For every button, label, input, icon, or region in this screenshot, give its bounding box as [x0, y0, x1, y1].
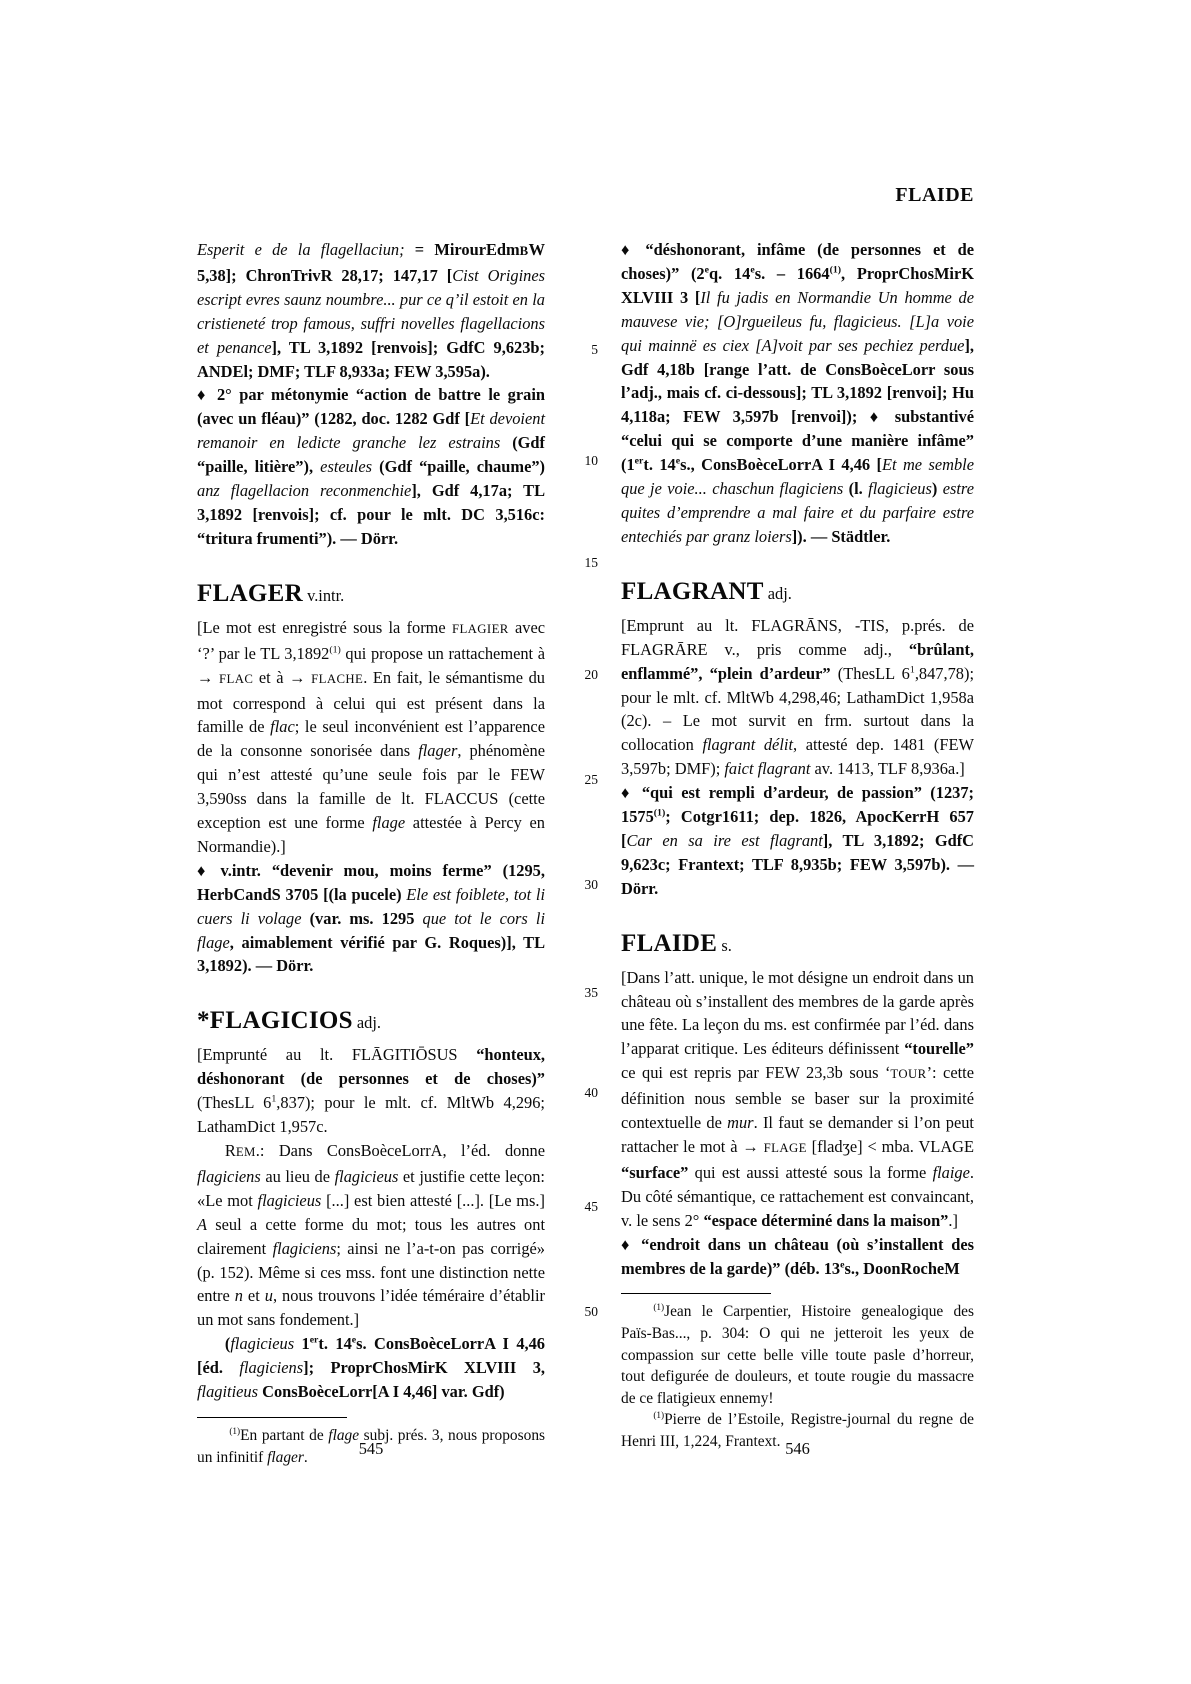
text-segment: ]). — Städtler. — [791, 526, 891, 546]
text-segment: ; ainsi ne l’a-t-on pas corrigé» (p. 152). Même si ces mss. font une distinction nette entre — [197, 1238, 546, 1306]
page-number-left: 545 — [358, 1439, 384, 1458]
text-segment — [633, 1235, 641, 1254]
text-segment: n — [234, 1286, 243, 1306]
part-of-speech-label: v.intr. — [302, 585, 345, 605]
text-segment: [Le mot est enregistré sous la forme — [197, 617, 452, 637]
text-segment: . Il faut se demander si l’on peut rattacher le mot à → — [621, 1113, 974, 1156]
text-segment: [Emprunté au lt. FLĀGITIŌSUS — [197, 1045, 477, 1065]
text-segment: “qui est rempli d’ardeur, de passion” (1237; 1575 — [621, 783, 974, 827]
text-segment: FLAGE — [763, 1141, 807, 1155]
text-segment: 1 — [909, 664, 915, 676]
line-number: 40 — [584, 1085, 598, 1100]
text-segment: (l. — [848, 479, 869, 499]
text-segment: flagicieus — [334, 1166, 399, 1186]
text-segment: flac — [270, 717, 295, 737]
text-segment: e — [750, 264, 755, 276]
text-segment: ( — [224, 1334, 231, 1354]
text-segment: et justifie cette leçon: «Le mot — [197, 1166, 545, 1210]
text-segment: qui propose un rattachement à → — [197, 643, 545, 687]
text-segment: u — [264, 1286, 273, 1306]
entry-heading-flaide — [621, 929, 974, 961]
headword: *FLAGICIOS — [197, 1007, 353, 1035]
entry-heading-flager — [197, 579, 545, 611]
text-segment: (Gdf “paille, chaume”) — [379, 457, 545, 477]
text-segment: seul a cette forme du mot; tous les autres ont clairement — [197, 1214, 545, 1258]
flagicios-sense-paragraph — [621, 238, 974, 549]
text-segment: “brûlant, enflammé”, “plein d’ardeur” — [621, 639, 974, 683]
part-of-speech-label: s. — [717, 935, 732, 955]
text-segment: En partant de — [240, 1426, 329, 1444]
text-segment: flager — [267, 1448, 304, 1466]
flager-etymology-paragraph — [197, 616, 545, 859]
line-number: 25 — [584, 772, 598, 787]
text-segment: “tourelle” — [904, 1039, 974, 1059]
text-segment: FLAGIER — [451, 621, 509, 636]
text-segment: . En fait, le sémantisme du mot correspond à celui qui est présent dans la famille de — [197, 667, 545, 737]
text-segment: (1) — [229, 1425, 241, 1436]
diamond-icon: ♦ — [621, 783, 634, 803]
text-segment: “endroit dans un château (où s’installent des membres de la garde)” (déb. 13 — [621, 1234, 974, 1278]
diamond-icon: ♦ — [869, 407, 887, 427]
text-segment: flager — [418, 741, 458, 761]
right-column — [621, 238, 974, 1453]
text-segment: (1) — [653, 1302, 665, 1313]
text-segment: estre quites d’emprendre a mal faire et du parfaire estre entechiés par granz loiers — [621, 479, 974, 546]
line-number: 20 — [584, 667, 598, 682]
text-segment — [634, 783, 642, 802]
text-segment: avec ‘?’ par le TL 3,1892 — [197, 617, 545, 663]
text-segment: t. 14 — [643, 455, 676, 475]
text-segment: Et me semble que je voie... chaschun flagiciens — [621, 455, 975, 499]
diamond-icon: ♦ — [621, 240, 638, 259]
text-segment: flagrant délit — [702, 735, 793, 755]
text-segment: .: Dans ConsBoèceLorrA, l’éd. donne — [255, 1141, 545, 1160]
text-segment: s., ConsBoèceLorrA I 4,46 [ — [680, 455, 882, 475]
text-segment: esteules — [320, 457, 380, 477]
text-segment: ,847,78); pour le mlt. cf. MltWb 4,298,46; LathamDict 1,958a (2c). – Le mot survit en frm. surtout dans la collocation — [621, 663, 974, 755]
text-segment: v.intr. “devenir mou, moins ferme” (1295, HerbCandS 3705 [(la pucele) — [197, 860, 545, 904]
text-segment: Ele est foiblete, tot li cuers li volage — [197, 884, 545, 928]
text-segment: FLAC — [218, 671, 254, 686]
line-number: 45 — [584, 1199, 598, 1214]
flagicios-etymology-paragraph — [197, 1043, 545, 1139]
text-segment: (1) — [829, 264, 842, 276]
text-segment: faict flagrant — [724, 759, 811, 779]
line-number: 50 — [584, 1304, 598, 1319]
text-segment: ; le seul inconvénient est l’apparence de la consonne sonorisée dans — [197, 717, 545, 761]
text-segment: e — [704, 264, 710, 276]
text-segment: R — [224, 1141, 236, 1160]
text-segment: [Emprunt au lt. FLAGRĀNS, -TIS, p.prés. de FLAGRĀRE v., pris comme adj., — [621, 615, 974, 659]
left-column — [197, 238, 545, 1468]
text-segment: ], TL 3,1892; GdfC 9,623c; Frantext; TLF 8,935b; FEW 3,597b). — Dörr. — [621, 830, 974, 898]
text-segment: , ProprChosMirK XLVIII 3 [ — [621, 263, 974, 307]
flagellacion-citations-paragraph — [197, 238, 545, 383]
text-segment: “déshonorant, infâme (de personnes et de choses)” (2 — [621, 240, 974, 283]
line-number: 30 — [584, 877, 598, 892]
flagrant-etymology-paragraph — [621, 614, 974, 781]
text-segment: e — [675, 455, 681, 467]
text-segment: (1) — [653, 1410, 665, 1421]
text-segment: . Du côté sémantique, ce rattachement est convaincant, v. le sens 2° — [621, 1162, 974, 1230]
text-segment: flaige — [932, 1162, 970, 1182]
flaide-sense-paragraph — [621, 1233, 974, 1281]
text-segment: e — [351, 1334, 357, 1346]
text-segment: (ThesLL 6 — [197, 1093, 272, 1113]
line-number: 5 — [591, 342, 598, 357]
text-segment: . — [303, 1448, 308, 1466]
flagicios-remark-paragraph — [197, 1139, 545, 1332]
text-segment: ], Gdf 4,18b [range l’att. de ConsBoèceLorr sous l’adj., mais cf. ci-dessous]; TL 3,1892 [renvoi]; Hu 4,118a; FEW 3,597b [renvoi]); — [621, 335, 974, 427]
diamond-icon: ♦ — [197, 860, 213, 880]
text-segment: flagicieus — [230, 1334, 295, 1354]
text-segment: “honteux, déshonorant (de personnes et de choses)” — [197, 1045, 545, 1089]
text-segment: , phénomène qui n’est attesté qu’une seule fois par le FEW 3,590ss dans la famille de lt. FLACCUS (cette exception est une forme — [197, 741, 545, 833]
line-number: 15 — [584, 555, 598, 570]
text-segment: B — [519, 244, 529, 258]
flager-sense-paragraph — [197, 859, 545, 979]
part-of-speech-label: adj. — [763, 583, 792, 603]
text-segment: Esperit e de la flagellaciun; — [197, 240, 415, 259]
flagrant-sense-paragraph — [621, 781, 974, 901]
text-segment: = MirourEdm — [414, 240, 520, 259]
text-segment: flagiciens — [272, 1238, 337, 1258]
text-segment: ,837); pour le mlt. cf. MltWb 4,296; LathamDict 1,957c. — [197, 1093, 545, 1137]
line-number: 10 — [584, 453, 598, 468]
text-segment: ConsBoèceLorr[A I 4,46] var. Gdf) — [258, 1382, 505, 1402]
text-segment: ; Cotgr1611; dep. 1826, ApocKerrH 657 [ — [621, 807, 974, 850]
text-segment: ]; ProprChosMirK XLVIII 3, — [303, 1358, 546, 1378]
text-segment: er — [634, 455, 644, 467]
text-segment: .] — [948, 1210, 958, 1230]
diamond-icon: ♦ — [621, 1234, 633, 1254]
text-segment: flagiciens — [239, 1358, 304, 1378]
text-segment: Cist Origines escript evres saunz noumbre... pur ce q’il estoit en la cristieneté trop famous, suffri novelles flagellacions et penance — [197, 265, 545, 357]
text-segment: Jean le Carpentier, Histoire genealogique des Païs-Bas..., p. 304: O qui ne jetteroit les yeux de compassion sur cette belle ville toute pasle d’horreur, tout defigurée de douleurs, et toute rougie du massacre de ce flatigieux ennemy! — [621, 1303, 974, 1407]
diamond-icon: ♦ — [197, 385, 209, 405]
text-segment: flagicieus — [257, 1190, 322, 1210]
text-segment: , nous trouvons l’idée téméraire d’établir un mot sans fondement.] — [197, 1286, 545, 1330]
text-segment: 1 — [294, 1334, 310, 1354]
part-of-speech-label: adj. — [352, 1013, 382, 1033]
headword: FLAGRANT — [621, 577, 764, 605]
text-segment: anz flagellacion reconmenchie — [197, 481, 412, 501]
text-segment: ’: cette définition nous semble se baser sur la proximité contextuelle de — [621, 1063, 974, 1133]
text-segment: au lieu de — [260, 1166, 335, 1186]
text-segment: , aimablement vérifié par G. Roques)], TL 3,1892). — Dörr. — [197, 932, 545, 976]
text-segment: [...] est bien attesté [...]. [Le ms.] — [321, 1190, 545, 1210]
running-head: FLAIDE — [895, 184, 974, 206]
text-segment — [209, 385, 217, 404]
text-segment: Pierre de l’Estoile, Registre-journal du regne de Henri III, 1,224, Frantext. — [621, 1411, 974, 1450]
text-segment: flage — [372, 813, 406, 833]
text-segment: ], Gdf 4,17a; TL 3,1892 [renvois]; cf. pour le mlt. DC 3,516c: “tritura frumenti”). — Dörr. — [197, 481, 546, 548]
text-segment: FLACHE — [311, 671, 364, 686]
text-segment: s., DoonRocheM — [844, 1258, 960, 1278]
text-segment: [Dans l’att. unique, le mot désigne un endroit dans un château où s’installent des membres de la garde après une fête. La leçon du ms. est confirmée par l’éd. dans l’apparat critique. Les éditeurs définissent — [621, 967, 974, 1059]
text-segment: , attesté dep. 1481 (FEW 3,597b; DMF); — [621, 735, 974, 779]
text-segment: EM — [235, 1145, 256, 1159]
text-segment: flage — [328, 1426, 360, 1444]
text-segment: s. – 1664 — [754, 263, 830, 283]
text-segment: Il fu jadis en Normandie Un homme de mauvese vie; [O]rgueileus fu, flagicieus. [L]a voie qui mainnë es ciex [A]voit par ses pechiez perdue — [621, 287, 974, 355]
text-segment: ], TL 3,1892 [renvois]; GdfC 9,623b; ANDEl; DMF; TLF 8,933a; FEW 3,595a). — [197, 337, 545, 381]
text-segment: “surface” — [621, 1162, 689, 1182]
text-segment: subj. prés. 3, nous proposons un infinitif — [197, 1426, 546, 1466]
flagellacion-sense2-paragraph — [197, 383, 545, 550]
headword: FLAIDE — [621, 929, 718, 957]
text-segment: flagitieus — [197, 1382, 259, 1402]
text-segment: Car en sa ire est flagrant — [626, 830, 823, 850]
flagicios-forms-paragraph — [197, 1332, 545, 1404]
text-segment: et à → — [253, 667, 312, 687]
text-segment: (Gdf “paille, litière”), — [197, 433, 545, 477]
text-segment: 1 — [271, 1093, 277, 1105]
text-segment: qui est aussi attesté sous la forme — [688, 1162, 933, 1182]
text-segment: W 5,38]; ChronTrivR 28,17; 147,17 [ — [197, 240, 545, 285]
text-segment: s. ConsBoèceLorrA I 4,46 [éd. — [197, 1334, 546, 1378]
text-segment: TOUR — [890, 1067, 927, 1082]
entry-heading-flagrant — [621, 577, 974, 609]
text-segment: q. 14 — [709, 263, 751, 283]
right-footnote-1 — [621, 1301, 974, 1409]
text-segment: av. 1413, TLF 8,936a.] — [810, 759, 965, 779]
text-segment: que tot le cors li flage — [197, 908, 546, 952]
text-segment: [fladʒe] < mba. VLAGE — [806, 1137, 974, 1156]
text-segment: (1) — [653, 807, 666, 819]
text-segment: “espace déterminé dans la maison” — [703, 1210, 949, 1230]
line-number: 35 — [584, 985, 598, 1000]
text-segment: flagicieus — [868, 479, 932, 499]
text-segment: ) — [931, 479, 943, 499]
page-number-right: 546 — [785, 1439, 810, 1458]
text-segment: et — [242, 1286, 265, 1306]
flaide-etymology-paragraph — [621, 966, 974, 1233]
text-segment: substantivé “celui qui se comporte d’une manière infâme” (1 — [621, 407, 974, 475]
text-segment: Et devoient remanoir en ledicte granche lez estrains — [197, 409, 545, 453]
text-segment: 2° par métonymie “action de battre le grain (avec un fléau)” (1282, doc. 1282 Gdf [ — [197, 385, 545, 429]
footnote-separator — [621, 1293, 771, 1294]
text-segment: t. 14 — [318, 1334, 352, 1354]
text-segment: (1) — [329, 644, 341, 656]
text-segment: (var. ms. 1295 — [309, 908, 423, 928]
text-segment: flagiciens — [197, 1166, 261, 1186]
text-segment: A — [197, 1214, 208, 1234]
text-segment: e — [840, 1259, 845, 1271]
text-segment: mur — [727, 1113, 754, 1133]
text-segment: er — [309, 1334, 319, 1346]
text-segment: ce qui est repris par FEW 23,3b sous ‘ — [621, 1063, 891, 1083]
text-segment: (ThesLL 6 — [830, 663, 910, 683]
footnote-separator — [197, 1417, 347, 1418]
headword: FLAGER — [197, 579, 303, 607]
text-segment: attestée à Percy en Normandie).] — [197, 813, 545, 856]
entry-heading-flagicios — [197, 1006, 545, 1038]
